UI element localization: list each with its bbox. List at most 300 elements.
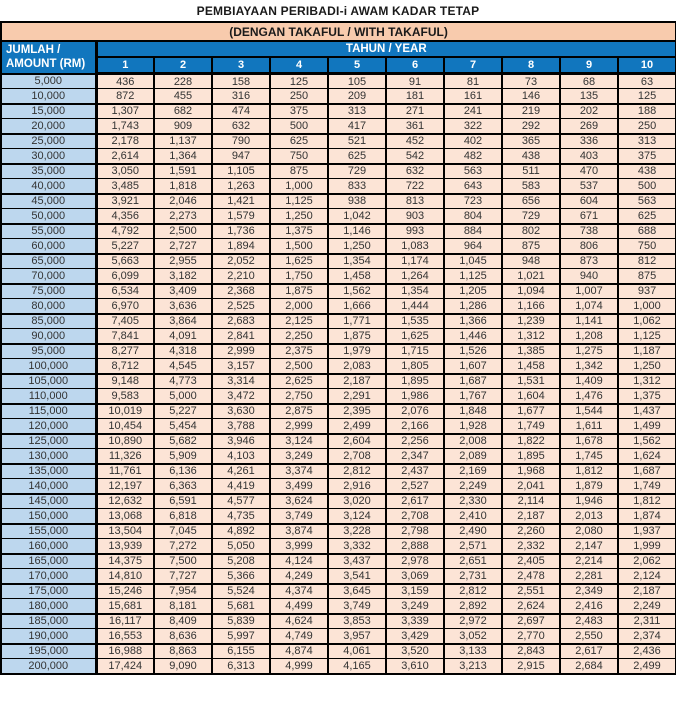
payment-value-cell: 2,166 — [386, 419, 444, 434]
payment-value-cell: 1,895 — [386, 374, 444, 389]
payment-value-cell: 2,375 — [270, 344, 328, 359]
page-title: PEMBIAYAAN PERIBADI-i AWAM KADAR TETAP — [196, 4, 480, 18]
table-row — [1, 119, 676, 134]
amount-cell: 135,000 — [1, 464, 96, 479]
payment-value-cell: 625 — [618, 209, 676, 224]
payment-value-cell: 2,978 — [386, 554, 444, 569]
table-row — [1, 659, 676, 674]
table-row — [1, 449, 676, 464]
payment-value-cell: 1,879 — [560, 479, 618, 494]
payment-value-cell: 438 — [618, 164, 676, 179]
payment-value-cell: 1,007 — [560, 284, 618, 299]
payment-value-cell: 2,052 — [212, 254, 270, 269]
payment-value-cell: 729 — [328, 164, 386, 179]
amount-cell: 105,000 — [1, 374, 96, 389]
payment-value-cell: 5,839 — [212, 614, 270, 629]
payment-value-cell: 7,500 — [154, 554, 212, 569]
payment-value-cell: 1,607 — [444, 359, 502, 374]
payment-value-cell: 105 — [328, 74, 386, 89]
payment-value-cell: 2,249 — [618, 599, 676, 614]
payment-value-cell: 6,313 — [212, 659, 270, 674]
payment-value-cell: 604 — [560, 194, 618, 209]
amount-cell: 190,000 — [1, 629, 96, 644]
payment-value-cell: 146 — [502, 89, 560, 104]
payment-value-cell: 5,227 — [96, 239, 154, 254]
table-row — [1, 74, 676, 89]
payment-value-cell: 5,366 — [212, 569, 270, 584]
payment-value-cell: 1,094 — [502, 284, 560, 299]
payment-value-cell: 2,405 — [502, 554, 560, 569]
payment-value-cell: 161 — [444, 89, 502, 104]
amount-cell: 170,000 — [1, 569, 96, 584]
payment-value-cell: 2,147 — [560, 539, 618, 554]
amount-cell: 85,000 — [1, 314, 96, 329]
table-row — [1, 644, 676, 659]
payment-value-cell: 1,499 — [618, 419, 676, 434]
payment-value-cell: 63 — [618, 74, 676, 89]
payment-value-cell: 1,444 — [386, 299, 444, 314]
payment-value-cell: 1,000 — [618, 299, 676, 314]
payment-value-cell: 2,843 — [502, 644, 560, 659]
payment-value-cell: 2,089 — [444, 449, 502, 464]
payment-value-cell: 1,687 — [444, 374, 502, 389]
payment-value-cell: 9,583 — [96, 389, 154, 404]
payment-value-cell: 671 — [560, 209, 618, 224]
payment-value-cell: 1,875 — [270, 284, 328, 299]
table-row — [1, 599, 676, 614]
payment-value-cell: 402 — [444, 134, 502, 149]
payment-value-cell: 4,892 — [212, 524, 270, 539]
payment-value-cell: 3,124 — [270, 434, 328, 449]
payment-value-cell: 2,013 — [560, 509, 618, 524]
payment-value-cell: 2,124 — [618, 569, 676, 584]
payment-value-cell: 1,062 — [618, 314, 676, 329]
payment-value-cell: 17,424 — [96, 659, 154, 674]
payment-value-cell: 4,545 — [154, 359, 212, 374]
payment-value-cell: 625 — [270, 134, 328, 149]
payment-value-cell: 14,810 — [96, 569, 154, 584]
payment-value-cell: 1,446 — [444, 329, 502, 344]
payment-value-cell: 2,076 — [386, 404, 444, 419]
payment-value-cell: 537 — [560, 179, 618, 194]
payment-value-cell: 2,812 — [444, 584, 502, 599]
payment-value-cell: 1,141 — [560, 314, 618, 329]
table-row — [1, 464, 676, 479]
payment-value-cell: 1,968 — [502, 464, 560, 479]
payment-value-cell: 1,848 — [444, 404, 502, 419]
payment-value-cell: 1,937 — [618, 524, 676, 539]
payment-value-cell: 3,157 — [212, 359, 270, 374]
payment-value-cell: 2,281 — [560, 569, 618, 584]
amount-cell: 155,000 — [1, 524, 96, 539]
payment-value-cell: 1,562 — [618, 434, 676, 449]
table-row — [1, 524, 676, 539]
payment-value-cell: 361 — [386, 119, 444, 134]
payment-value-cell: 1,375 — [270, 224, 328, 239]
payment-value-cell: 964 — [444, 239, 502, 254]
payment-value-cell: 1,531 — [502, 374, 560, 389]
table-row — [1, 284, 676, 299]
payment-value-cell: 2,624 — [502, 599, 560, 614]
amount-cell: 120,000 — [1, 419, 96, 434]
payment-value-cell: 3,050 — [96, 164, 154, 179]
table-row — [1, 104, 676, 119]
payment-value-cell: 2,798 — [386, 524, 444, 539]
payment-value-cell: 1,476 — [560, 389, 618, 404]
payment-value-cell: 1,042 — [328, 209, 386, 224]
payment-value-cell: 500 — [618, 179, 676, 194]
payment-value-cell: 1,354 — [386, 284, 444, 299]
payment-value-cell: 2,250 — [270, 329, 328, 344]
payment-value-cell: 3,213 — [444, 659, 502, 674]
payment-value-cell: 2,437 — [386, 464, 444, 479]
payment-value-cell: 1,125 — [270, 194, 328, 209]
payment-value-cell: 2,525 — [212, 299, 270, 314]
amount-cell: 90,000 — [1, 329, 96, 344]
table-row — [1, 389, 676, 404]
payment-value-cell: 511 — [502, 164, 560, 179]
year-column-header: 8 — [502, 57, 560, 74]
amount-cell: 30,000 — [1, 149, 96, 164]
payment-value-cell: 7,727 — [154, 569, 212, 584]
amount-cell: 65,000 — [1, 254, 96, 269]
amount-cell: 140,000 — [1, 479, 96, 494]
payment-value-cell: 3,409 — [154, 284, 212, 299]
payment-value-cell: 2,499 — [328, 419, 386, 434]
payment-value-cell: 3,749 — [328, 599, 386, 614]
payment-value-cell: 81 — [444, 74, 502, 89]
amount-cell: 200,000 — [1, 659, 96, 674]
table-row — [1, 224, 676, 239]
table-row — [1, 314, 676, 329]
payment-value-cell: 500 — [270, 119, 328, 134]
payment-value-cell: 2,499 — [618, 659, 676, 674]
payment-value-cell: 1,736 — [212, 224, 270, 239]
payment-value-cell: 1,812 — [560, 464, 618, 479]
payment-value-cell: 2,999 — [212, 344, 270, 359]
payment-value-cell: 2,550 — [560, 629, 618, 644]
payment-value-cell: 1,312 — [502, 329, 560, 344]
payment-value-cell: 4,999 — [270, 659, 328, 674]
payment-value-cell: 813 — [386, 194, 444, 209]
payment-value-cell: 6,534 — [96, 284, 154, 299]
year-number-row — [1, 57, 676, 74]
year-column-header: 3 — [212, 57, 270, 74]
payment-value-cell: 8,277 — [96, 344, 154, 359]
payment-value-cell: 542 — [386, 149, 444, 164]
payment-value-cell: 13,068 — [96, 509, 154, 524]
payment-value-cell: 6,591 — [154, 494, 212, 509]
payment-value-cell: 12,632 — [96, 494, 154, 509]
payment-value-cell: 4,249 — [270, 569, 328, 584]
payment-value-cell: 1,307 — [96, 104, 154, 119]
payment-value-cell: 4,624 — [270, 614, 328, 629]
payment-value-cell: 8,181 — [154, 599, 212, 614]
financing-rate-table — [0, 21, 676, 675]
payment-value-cell: 4,165 — [328, 659, 386, 674]
payment-value-cell: 1,743 — [96, 119, 154, 134]
payment-value-cell: 2,311 — [618, 614, 676, 629]
payment-value-cell: 948 — [502, 254, 560, 269]
payment-value-cell: 1,895 — [502, 449, 560, 464]
amount-cell: 100,000 — [1, 359, 96, 374]
amount-cell: 75,000 — [1, 284, 96, 299]
payment-value-cell: 1,250 — [328, 239, 386, 254]
payment-value-cell: 3,853 — [328, 614, 386, 629]
payment-value-cell: 2,915 — [502, 659, 560, 674]
amount-cell: 115,000 — [1, 404, 96, 419]
payment-value-cell: 2,374 — [618, 629, 676, 644]
year-column-header: 6 — [386, 57, 444, 74]
payment-value-cell: 2,214 — [560, 554, 618, 569]
payment-value-cell: 6,136 — [154, 464, 212, 479]
payment-value-cell: 3,182 — [154, 269, 212, 284]
amount-cell: 180,000 — [1, 599, 96, 614]
payment-value-cell: 938 — [328, 194, 386, 209]
payment-value-cell: 875 — [502, 239, 560, 254]
payment-value-cell: 417 — [328, 119, 386, 134]
payment-value-cell: 802 — [502, 224, 560, 239]
table-row — [1, 344, 676, 359]
payment-value-cell: 1,749 — [618, 479, 676, 494]
payment-value-cell: 250 — [618, 119, 676, 134]
payment-value-cell: 14,375 — [96, 554, 154, 569]
payment-value-cell: 5,909 — [154, 449, 212, 464]
takaful-banner: (DENGAN TAKAFUL / WITH TAKAFUL) — [1, 22, 676, 41]
payment-value-cell: 563 — [618, 194, 676, 209]
payment-value-cell: 6,155 — [212, 644, 270, 659]
payment-value-cell: 1,166 — [502, 299, 560, 314]
payment-value-cell: 656 — [502, 194, 560, 209]
table-row — [1, 434, 676, 449]
payment-value-cell: 2,483 — [560, 614, 618, 629]
table-row — [1, 569, 676, 584]
payment-value-cell: 10,454 — [96, 419, 154, 434]
payment-value-cell: 13,504 — [96, 524, 154, 539]
payment-value-cell: 2,683 — [212, 314, 270, 329]
payment-value-cell: 3,864 — [154, 314, 212, 329]
payment-value-cell: 4,356 — [96, 209, 154, 224]
payment-value-cell: 1,678 — [560, 434, 618, 449]
payment-value-cell: 2,708 — [386, 509, 444, 524]
payment-value-cell: 1,458 — [502, 359, 560, 374]
amount-cell: 110,000 — [1, 389, 96, 404]
payment-value-cell: 3,624 — [270, 494, 328, 509]
payment-value-cell: 1,526 — [444, 344, 502, 359]
payment-value-cell: 3,645 — [328, 584, 386, 599]
payment-value-cell: 1,364 — [154, 149, 212, 164]
payment-value-cell: 632 — [386, 164, 444, 179]
payment-value-cell: 1,208 — [560, 329, 618, 344]
payment-value-cell: 1,535 — [386, 314, 444, 329]
payment-value-cell: 1,342 — [560, 359, 618, 374]
payment-value-cell: 1,000 — [270, 179, 328, 194]
payment-value-cell: 403 — [560, 149, 618, 164]
payment-value-cell: 1,045 — [444, 254, 502, 269]
payment-value-cell: 875 — [618, 269, 676, 284]
payment-value-cell: 940 — [560, 269, 618, 284]
payment-value-cell: 1,125 — [618, 329, 676, 344]
payment-value-cell: 2,888 — [386, 539, 444, 554]
payment-value-cell: 375 — [270, 104, 328, 119]
payment-value-cell: 4,061 — [328, 644, 386, 659]
payment-value-cell: 1,604 — [502, 389, 560, 404]
payment-value-cell: 3,228 — [328, 524, 386, 539]
payment-value-cell: 682 — [154, 104, 212, 119]
payment-value-cell: 3,249 — [386, 599, 444, 614]
payment-value-cell: 2,210 — [212, 269, 270, 284]
payment-value-cell: 1,375 — [618, 389, 676, 404]
payment-value-cell: 1,125 — [444, 269, 502, 284]
payment-value-cell: 4,103 — [212, 449, 270, 464]
payment-value-cell: 2,727 — [154, 239, 212, 254]
payment-value-cell: 1,205 — [444, 284, 502, 299]
payment-value-cell: 750 — [618, 239, 676, 254]
payment-value-cell: 3,610 — [386, 659, 444, 674]
payment-value-cell: 1,354 — [328, 254, 386, 269]
table-row — [1, 509, 676, 524]
table-row — [1, 494, 676, 509]
payment-value-cell: 3,946 — [212, 434, 270, 449]
payment-value-cell: 313 — [618, 134, 676, 149]
payment-value-cell: 1,579 — [212, 209, 270, 224]
payment-value-cell: 73 — [502, 74, 560, 89]
amount-column-header — [1, 41, 96, 74]
table-row — [1, 164, 676, 179]
table-row — [1, 554, 676, 569]
payment-value-cell: 2,500 — [154, 224, 212, 239]
table-row — [1, 269, 676, 284]
year-column-header: 9 — [560, 57, 618, 74]
payment-value-cell: 313 — [328, 104, 386, 119]
payment-value-cell: 158 — [212, 74, 270, 89]
payment-value-cell: 2,062 — [618, 554, 676, 569]
year-group-header: TAHUN / YEAR — [96, 41, 676, 57]
payment-value-cell: 1,385 — [502, 344, 560, 359]
payment-value-cell: 250 — [270, 89, 328, 104]
payment-value-cell: 10,890 — [96, 434, 154, 449]
payment-value-cell: 3,429 — [386, 629, 444, 644]
payment-value-cell: 1,366 — [444, 314, 502, 329]
payment-value-cell: 12,197 — [96, 479, 154, 494]
year-column-header: 4 — [270, 57, 328, 74]
payment-value-cell: 1,421 — [212, 194, 270, 209]
amount-cell: 10,000 — [1, 89, 96, 104]
amount-header-line2: AMOUNT (RM) — [6, 58, 86, 71]
payment-value-cell: 7,272 — [154, 539, 212, 554]
payment-value-cell: 1,986 — [386, 389, 444, 404]
payment-value-cell: 228 — [154, 74, 212, 89]
payment-value-cell: 873 — [560, 254, 618, 269]
payment-value-cell: 125 — [618, 89, 676, 104]
payment-value-cell: 804 — [444, 209, 502, 224]
payment-value-cell: 1,187 — [618, 344, 676, 359]
payment-value-cell: 292 — [502, 119, 560, 134]
payment-value-cell: 5,050 — [212, 539, 270, 554]
payment-value-cell: 1,275 — [560, 344, 618, 359]
payment-value-cell: 316 — [212, 89, 270, 104]
payment-value-cell: 1,818 — [154, 179, 212, 194]
payment-value-cell: 8,863 — [154, 644, 212, 659]
amount-cell: 55,000 — [1, 224, 96, 239]
payment-value-cell: 1,771 — [328, 314, 386, 329]
payment-value-cell: 3,472 — [212, 389, 270, 404]
payment-value-cell: 1,437 — [618, 404, 676, 419]
payment-value-cell: 3,020 — [328, 494, 386, 509]
payment-value-cell: 5,000 — [154, 389, 212, 404]
payment-value-cell: 436 — [96, 74, 154, 89]
payment-value-cell: 336 — [560, 134, 618, 149]
amount-cell: 145,000 — [1, 494, 96, 509]
table-row — [1, 149, 676, 164]
payment-value-cell: 993 — [386, 224, 444, 239]
payment-value-cell: 6,970 — [96, 299, 154, 314]
payment-value-cell: 6,099 — [96, 269, 154, 284]
payment-value-cell: 474 — [212, 104, 270, 119]
payment-value-cell: 11,761 — [96, 464, 154, 479]
payment-value-cell: 1,767 — [444, 389, 502, 404]
payment-value-cell: 2,436 — [618, 644, 676, 659]
payment-value-cell: 2,046 — [154, 194, 212, 209]
amount-cell: 45,000 — [1, 194, 96, 209]
year-column-header: 1 — [96, 57, 154, 74]
payment-value-cell: 2,490 — [444, 524, 502, 539]
table-row — [1, 419, 676, 434]
payment-value-cell: 2,330 — [444, 494, 502, 509]
payment-value-cell: 15,681 — [96, 599, 154, 614]
table-row — [1, 404, 676, 419]
year-column-header: 7 — [444, 57, 502, 74]
payment-value-cell: 3,541 — [328, 569, 386, 584]
payment-value-cell: 1,250 — [618, 359, 676, 374]
payment-value-cell: 2,684 — [560, 659, 618, 674]
payment-value-cell: 875 — [270, 164, 328, 179]
payment-value-cell: 68 — [560, 74, 618, 89]
payment-value-cell: 181 — [386, 89, 444, 104]
payment-value-cell: 1,409 — [560, 374, 618, 389]
payment-value-cell: 322 — [444, 119, 502, 134]
payment-value-cell: 3,999 — [270, 539, 328, 554]
payment-value-cell: 3,124 — [328, 509, 386, 524]
payment-value-cell: 1,875 — [328, 329, 386, 344]
amount-cell: 160,000 — [1, 539, 96, 554]
payment-value-cell: 4,792 — [96, 224, 154, 239]
table-row — [1, 239, 676, 254]
payment-value-cell: 2,008 — [444, 434, 502, 449]
payment-value-cell: 2,697 — [502, 614, 560, 629]
payment-value-cell: 1,611 — [560, 419, 618, 434]
amount-cell: 165,000 — [1, 554, 96, 569]
table-row — [1, 179, 676, 194]
payment-value-cell: 2,625 — [270, 374, 328, 389]
payment-value-cell: 2,187 — [328, 374, 386, 389]
payment-value-cell: 3,636 — [154, 299, 212, 314]
payment-value-cell: 438 — [502, 149, 560, 164]
payment-value-cell: 1,021 — [502, 269, 560, 284]
payment-value-cell: 2,125 — [270, 314, 328, 329]
payment-value-cell: 1,250 — [270, 209, 328, 224]
payment-value-cell: 3,499 — [270, 479, 328, 494]
payment-value-cell: 365 — [502, 134, 560, 149]
table-row — [1, 539, 676, 554]
payment-value-cell: 1,749 — [502, 419, 560, 434]
payment-value-cell: 135 — [560, 89, 618, 104]
payment-value-cell: 15,246 — [96, 584, 154, 599]
payment-value-cell: 2,551 — [502, 584, 560, 599]
payment-value-cell: 2,249 — [444, 479, 502, 494]
table-row — [1, 629, 676, 644]
payment-value-cell: 729 — [502, 209, 560, 224]
